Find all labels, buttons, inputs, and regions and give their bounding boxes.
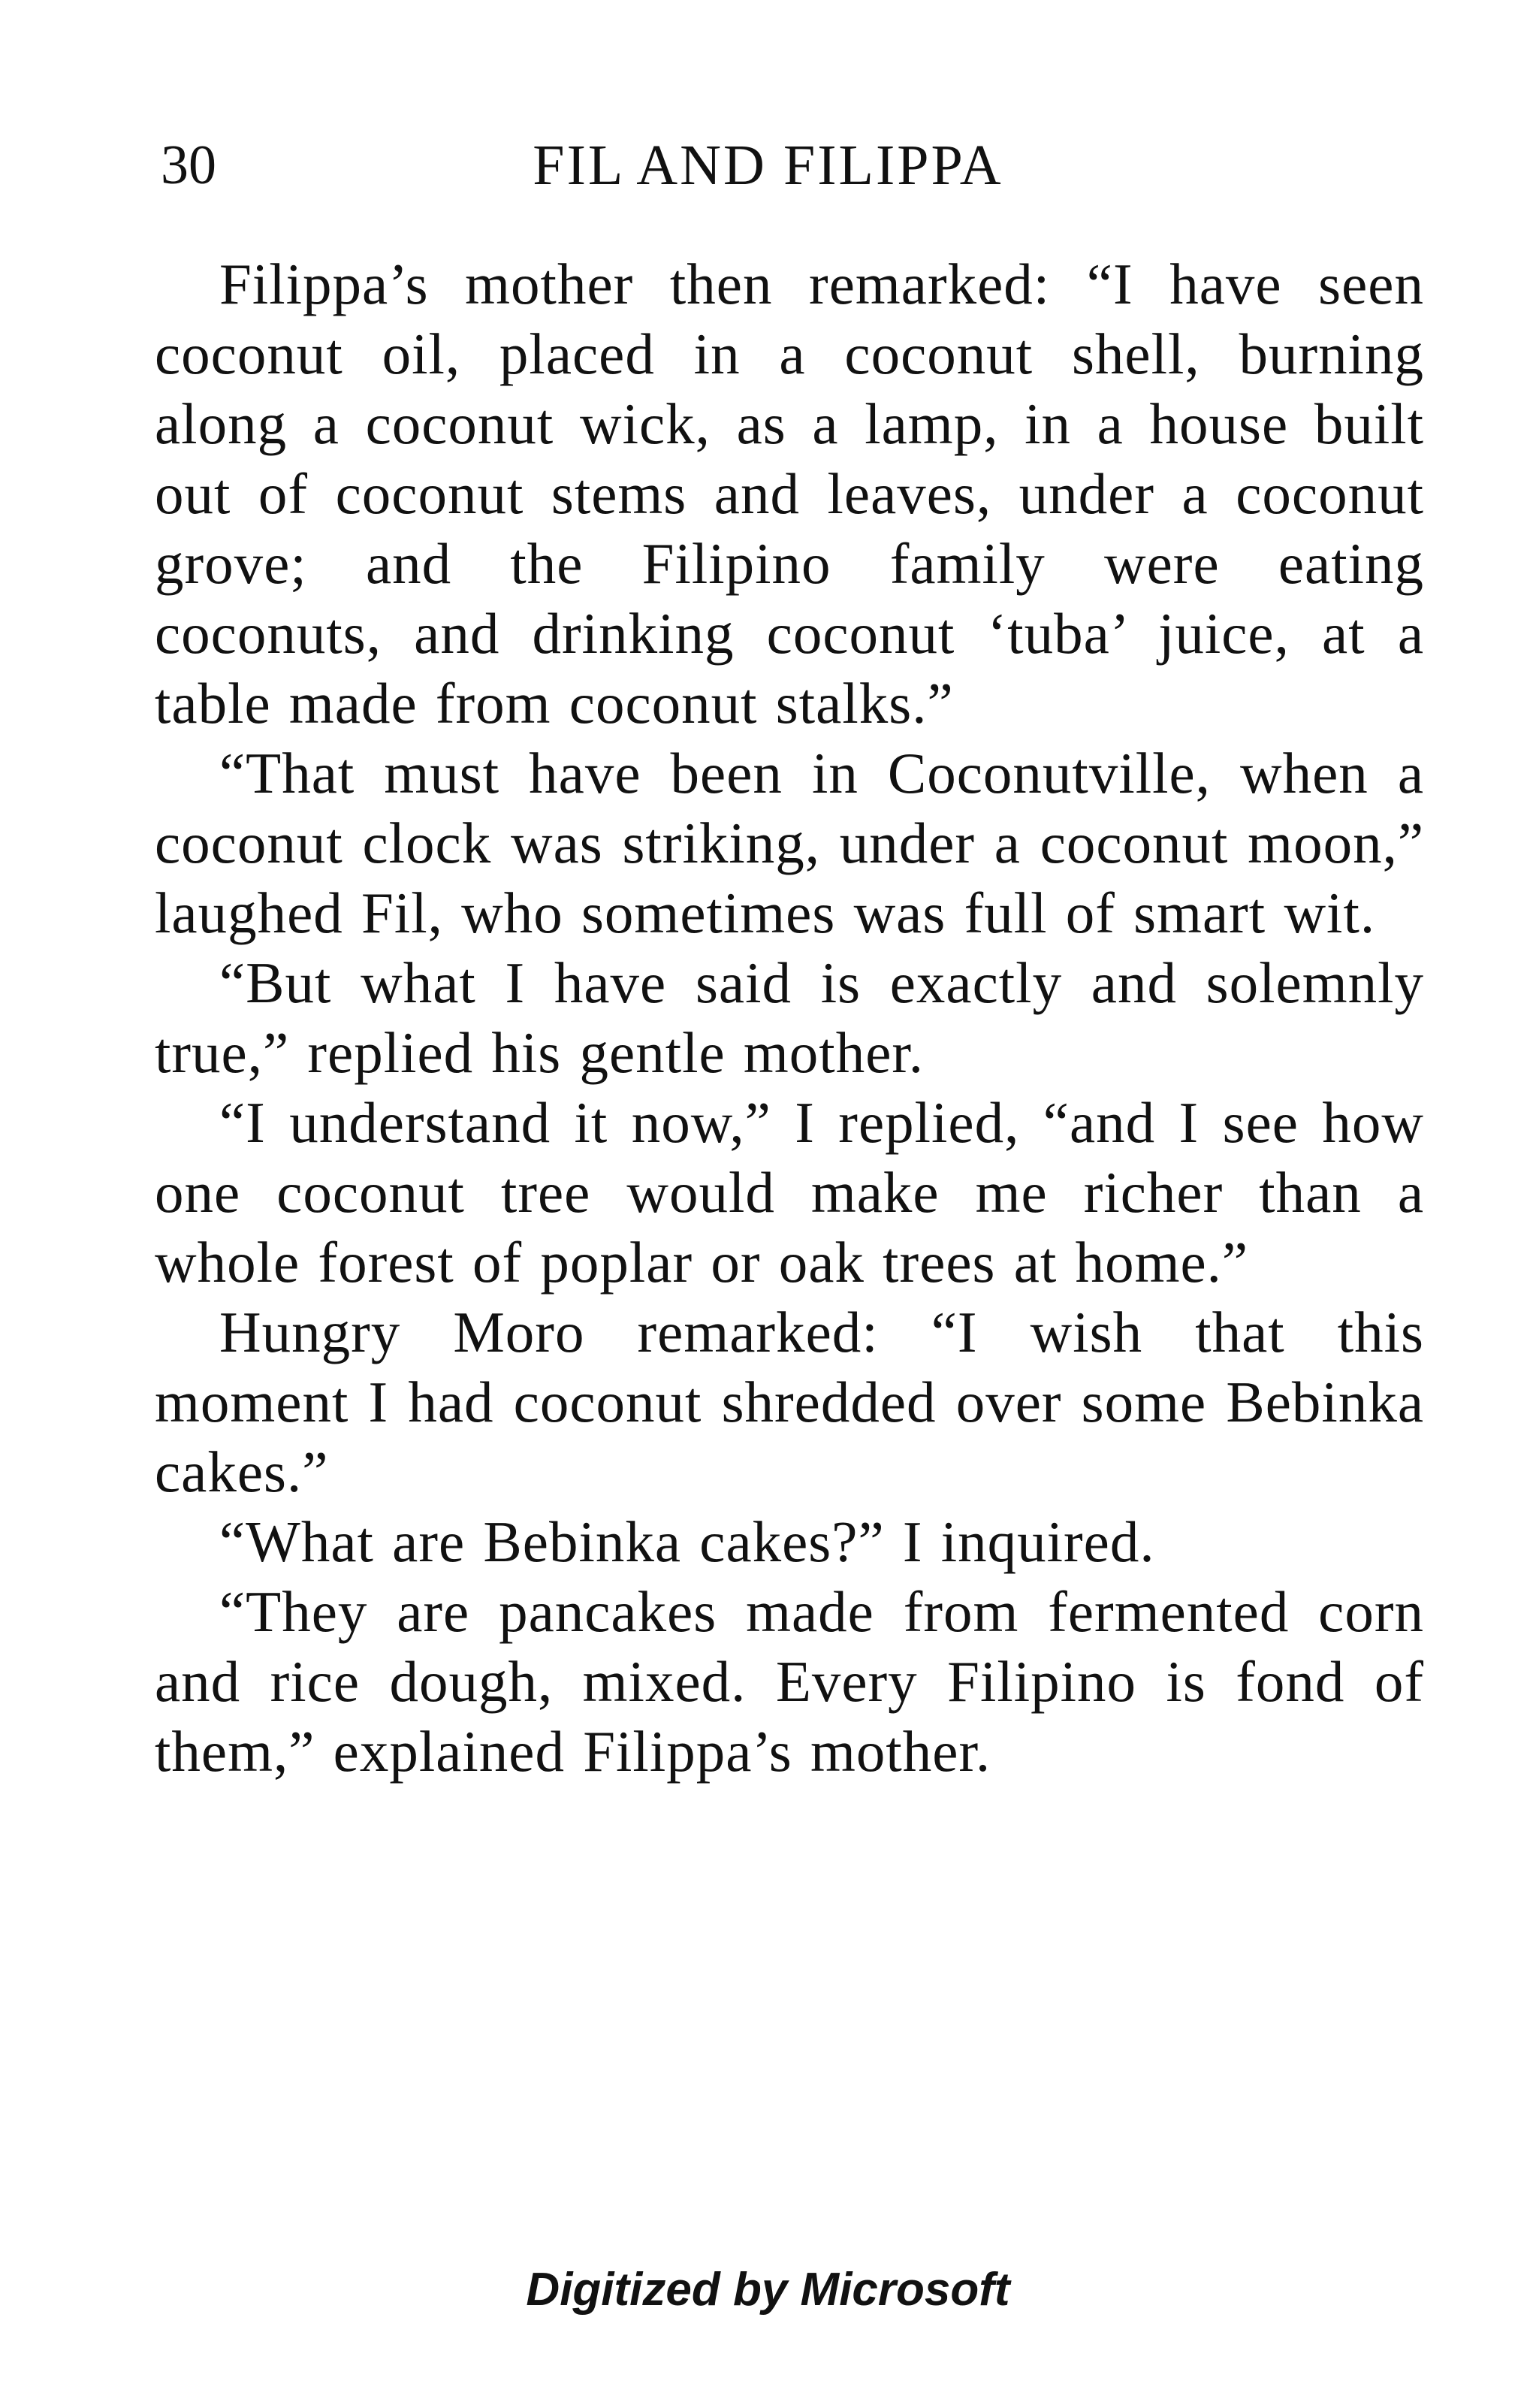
paragraph: “But what I have said is exactly and solemnly true,” replied his gentle mother. <box>155 950 1424 1085</box>
paragraph: “That must have been in Coconutville, when a coconut clock was striking, under a coconut moon,” laughed Fil, who sometimes was full of smart wit. <box>155 741 1424 945</box>
paragraph: Hungry Moro remarked: “I wish that this moment I had coconut shredded over some Bebinka cakes.” <box>155 1300 1424 1504</box>
paragraph: “They are pancakes made from fermented corn and rice dough, mixed. Every Filipino is fond of them,” explained Filippa’s mother. <box>155 1579 1424 1784</box>
page-number: 30 <box>161 134 216 196</box>
digitization-watermark: Digitized by Microsoft <box>526 2264 1010 2316</box>
running-head: FIL AND FILIPPA <box>533 134 1003 197</box>
paragraph: “What are Bebinka cakes?” I inquired. <box>219 1509 1155 1574</box>
paragraph: Filippa’s mother then remarked: “I have seen coconut oil, placed in a coconut shell, burning along a coconut wick, as a lamp, in a house built out of coconut stems and leaves, under a coconut grove; and the Filipino family were eating coconuts, and drinking coconut ‘tuba’ juice, at a table made from coconut stalks.” <box>155 252 1424 736</box>
paragraph: “I understand it now,” I replied, “and I see how one coconut tree would make me richer than a whole forest of poplar or oak trees at home.” <box>155 1090 1424 1295</box>
body-text <box>155 249 1424 1787</box>
